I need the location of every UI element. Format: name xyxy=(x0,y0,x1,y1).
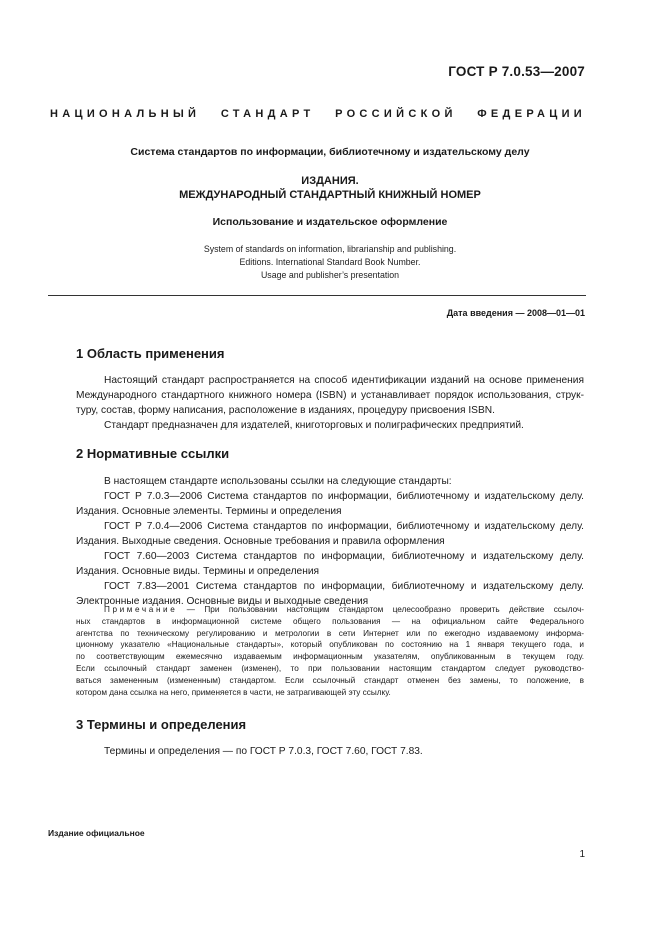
text-line: Международного стандартного книжного номера (ISBN) и устанавливает порядок использования, струк- xyxy=(76,390,584,401)
section-heading-references: 2 Нормативные ссылки xyxy=(76,446,230,461)
introduction-date: Дата введения — 2008—01—01 xyxy=(446,308,585,318)
note-line: ваться замененным (измененным) стандартом. Если ссылочный стандарт отменен без замены, то положение, в xyxy=(76,675,584,685)
note-block xyxy=(76,604,584,698)
note-line xyxy=(76,604,584,616)
official-edition-label: Издание официальное xyxy=(48,828,145,838)
text-line: Настоящий стандарт распространяется на способ идентификации изданий на основе применения xyxy=(104,375,584,386)
doc-number: ГОСТ Р 7.0.53—2007 xyxy=(448,64,585,79)
document-subtitle: Использование и издательское оформление xyxy=(212,216,448,228)
note-line: агентства по техническому регулированию и метрологии в сети Интернет или по ежегодно издаваемому информа- xyxy=(76,628,584,638)
terms-paragraph xyxy=(76,744,584,759)
note-line: Если ссылочный стандарт заменен (изменен), то при пользовании настоящим стандартом следует руководство- xyxy=(76,663,584,673)
text-line: Стандарт предназначен для издателей, книготорговых и полиграфических предприятий. xyxy=(104,420,524,431)
scope-audience-paragraph xyxy=(76,418,584,433)
text-line: туру, состав, форму написания, расположение в изданиях, процедуру присвоения ISBN. xyxy=(76,405,495,416)
note-label: Примечание xyxy=(104,605,178,614)
reference-item: ГОСТ 7.60—2003 Система стандартов по информации, библиотечному и издательскому делу. xyxy=(104,551,584,562)
english-title-line1: System of standards on information, librarianship and publishing. xyxy=(203,244,457,254)
english-title-line3: Usage and publisher’s presentation xyxy=(260,270,400,280)
section-heading-terms: 3 Термины и определения xyxy=(76,717,247,732)
national-standard-banner: НАЦИОНАЛЬНЫЙ СТАНДАРТ РОССИЙСКОЙ ФЕДЕРАЦИИ xyxy=(50,108,586,120)
text-line: Термины и определения — по ГОСТ Р 7.0.3, ГОСТ 7.60, ГОСТ 7.83. xyxy=(104,746,423,757)
text-line: В настоящем стандарте использованы ссылки на следующие стандарты: xyxy=(104,476,452,487)
references-list xyxy=(76,474,584,609)
reference-item: ГОСТ 7.83—2001 Система стандартов по информации, библиотечному и издательскому делу. xyxy=(104,581,584,592)
scope-paragraph xyxy=(76,373,584,418)
text-line: Издания. Основные элементы. Термины и определения xyxy=(76,506,342,517)
document-title-line2: МЕЖДУНАРОДНЫЙ СТАНДАРТНЫЙ КНИЖНЫЙ НОМЕР xyxy=(179,189,481,201)
reference-item: ГОСТ Р 7.0.4—2006 Система стандартов по информации, библиотечному и издательскому делу. xyxy=(104,521,584,532)
english-title-line2: Editions. International Standard Book Number. xyxy=(239,257,421,267)
document-title-line1: ИЗДАНИЯ. xyxy=(301,175,359,187)
title-divider xyxy=(48,295,586,296)
note-line: по соответствующим ежемесячно издаваемым информационным указателям, опубликованным в текущем году. xyxy=(76,652,584,662)
text-line: Издания. Основные виды. Термины и определения xyxy=(76,566,320,577)
page-number: 1 xyxy=(579,849,585,860)
note-line: котором дана ссылка на него, применяется в части, не затрагивающей эту ссылку. xyxy=(76,687,391,697)
standards-series-title: Система стандартов по информации, библиотечному и издательскому делу xyxy=(130,146,530,158)
text-line: Издания. Выходные сведения. Основные требования и правила оформления xyxy=(76,536,445,547)
text-line: Электронные издания. Основные виды и выходные сведения xyxy=(76,596,369,607)
note-text: — При пользовании настоящим стандартом целесообразно проверить действие ссылоч- xyxy=(177,605,584,614)
reference-item: ГОСТ Р 7.0.3—2006 Система стандартов по информации, библиотечному и издательскому делу. xyxy=(104,491,584,502)
note-line: ционному указателю «Национальные стандарты», который опубликован по состоянию на 1 января текущего года, и xyxy=(76,640,584,650)
note-line: ных стандартов в информационной системе общего пользования — на официальном сайте Федерального xyxy=(76,616,584,626)
section-heading-scope: 1 Область применения xyxy=(76,346,225,361)
